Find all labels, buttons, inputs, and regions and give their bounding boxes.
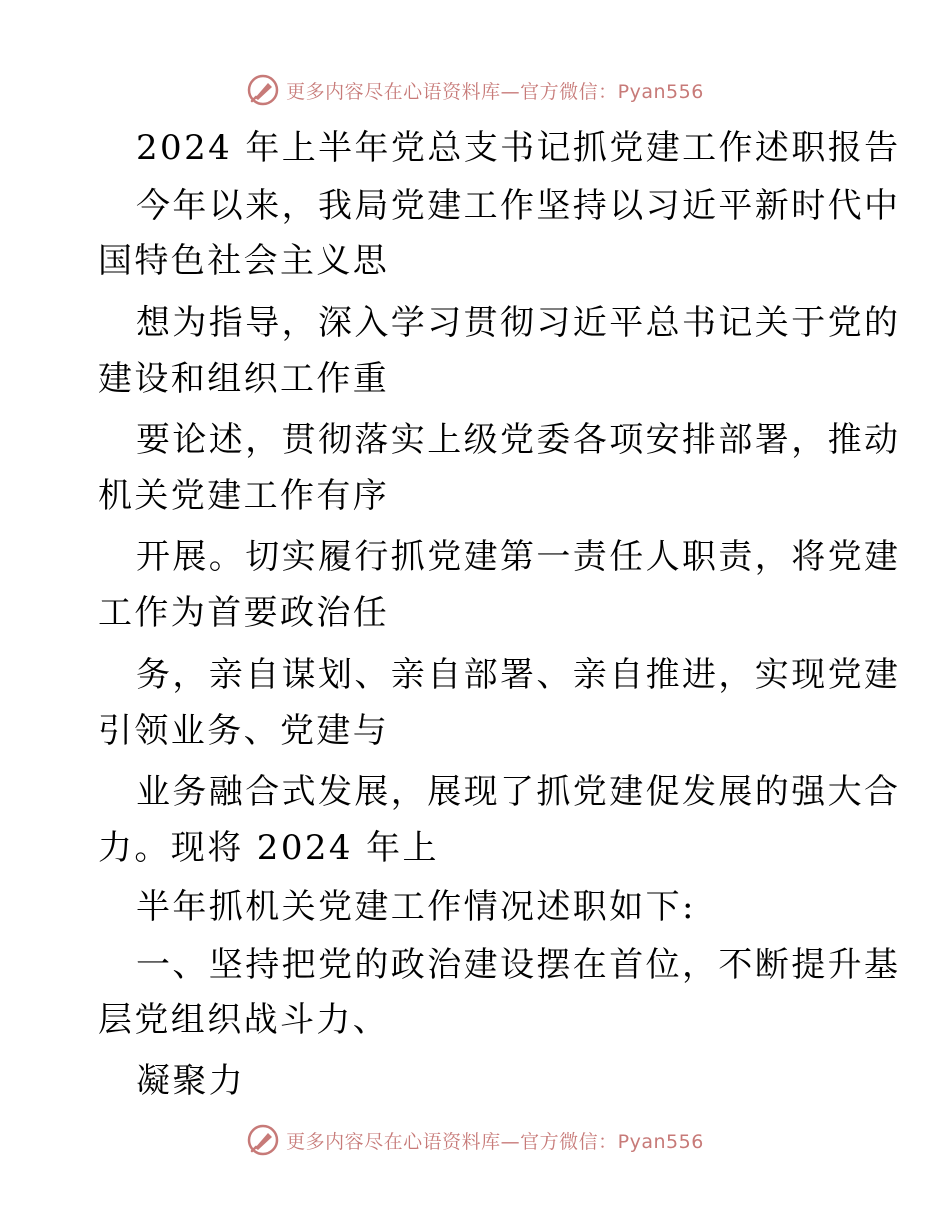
paragraph-line: 国特色社会主义思 — [98, 241, 390, 281]
paragraph-line: 半年抓机关党建工作情况述职如下: — [136, 887, 696, 927]
paragraph-line: 工作为首要政治任 — [98, 593, 390, 633]
document-title: 2024 年上半年党总支书记抓党建工作述职报告 — [136, 128, 901, 168]
paragraph-line: 力。现将 2024 年上 — [98, 828, 439, 868]
paragraph-line: 引领业务、党建与 — [98, 711, 390, 751]
paragraph-line: 业务融合式发展，展现了抓党建促发展的强大合 — [136, 772, 901, 812]
section-heading-line: 凝聚力 — [136, 1061, 246, 1101]
header-watermark — [0, 70, 950, 110]
pen-nib-logo-icon — [246, 1123, 280, 1157]
paragraph-line: 开展。切实履行抓党建第一责任人职责，将党建 — [136, 537, 901, 577]
paragraph-line: 务，亲自谋划、亲自部署、亲自推进，实现党建 — [136, 655, 901, 695]
section-heading-line: 一、坚持把党的政治建设摆在首位，不断提升基 — [136, 945, 901, 985]
pen-nib-logo-icon — [246, 73, 280, 107]
paragraph-line: 今年以来，我局党建工作坚持以习近平新时代中 — [136, 186, 901, 226]
paragraph-line: 要论述，贯彻落实上级党委各项安排部署，推动 — [136, 420, 901, 460]
watermark-text: 更多内容尽在心语资料库—官方微信：Pyan556 — [286, 80, 704, 103]
footer-watermark — [0, 1120, 950, 1160]
watermark-text: 更多内容尽在心语资料库—官方微信：Pyan556 — [286, 1130, 704, 1153]
paragraph-line: 机关党建工作有序 — [98, 476, 390, 516]
section-heading-line: 层党组织战斗力、 — [98, 1000, 390, 1040]
paragraph-line: 想为指导，深入学习贯彻习近平总书记关于党的 — [136, 303, 901, 343]
paragraph-line: 建设和组织工作重 — [98, 359, 390, 399]
